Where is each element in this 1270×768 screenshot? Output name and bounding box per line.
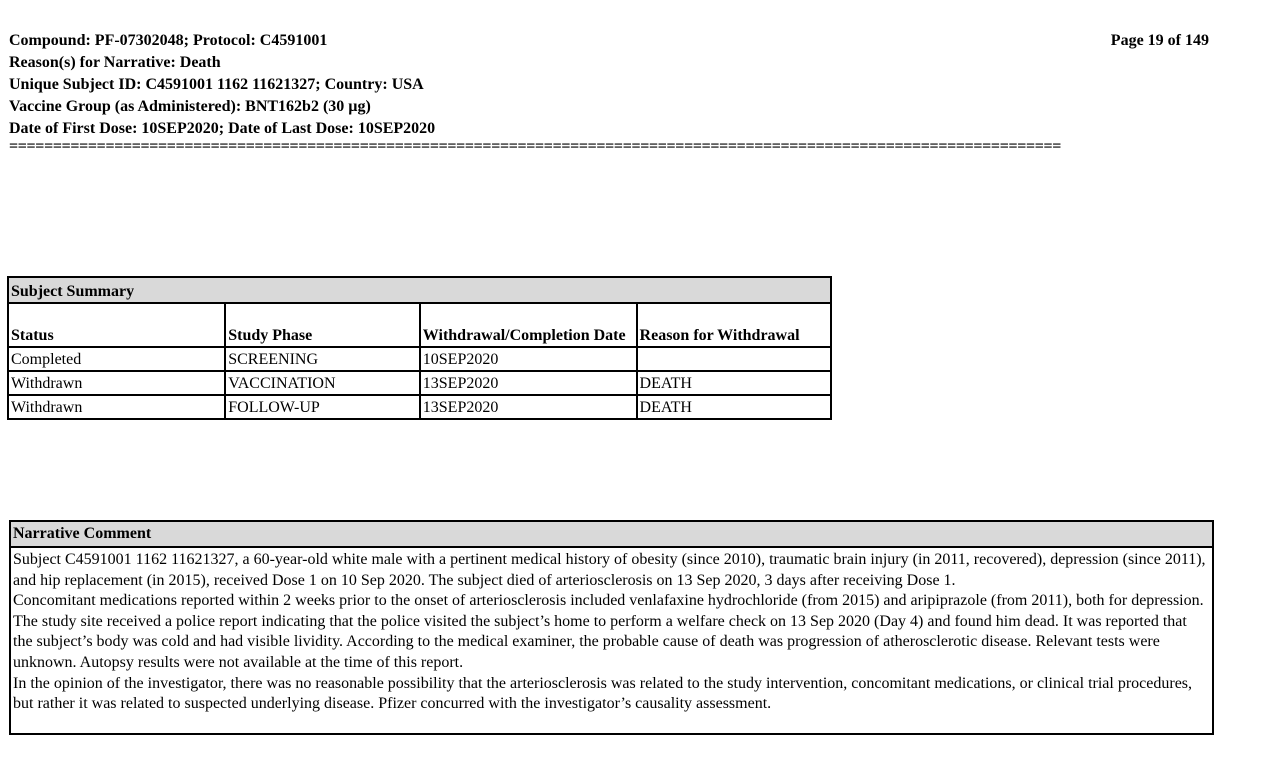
status-cell: Withdrawn — [8, 371, 225, 395]
table-title-row — [8, 277, 831, 303]
table-row — [8, 371, 831, 395]
dose-dates-line: Date of First Dose: 10SEP2020; Date of Last Dose: 10SEP2020 — [9, 120, 436, 137]
subject-id-line: Unique Subject ID: C4591001 1162 11621327; Country: USA — [9, 76, 424, 93]
status-cell: Completed — [8, 347, 225, 371]
narrative-paragraph: The study site received a police report indicating that the police visited the subject’s home to perform a welfare check on 13 Sep 2020 (Day 4) and found him dead. It was reported that the subject’s body was cold and had visible lividity. According to the medical examiner, the probable cause of death was progression of atherosclerotic disease. Relevant tests were unknown. Autopsy results were not available at the time of this report. — [13, 612, 1187, 671]
study-phase-cell: VACCINATION — [225, 371, 420, 395]
study-phase-cell: FOLLOW-UP — [225, 395, 420, 419]
column-header-status: Status — [8, 303, 225, 347]
status-cell: Withdrawn — [8, 395, 225, 419]
narrative-comment-title: Narrative Comment — [11, 522, 1212, 548]
table-row — [8, 347, 831, 371]
header-separator: ======================================================================================================================== — [9, 140, 1062, 155]
reason-cell — [637, 347, 831, 371]
narrative-paragraph: In the opinion of the investigator, there was no reasonable possibility that the arteriosclerosis was related to the study intervention, concomitant medications, or clinical trial procedures, but rather it was related to suspected underlying disease. Pfizer concurred with the investigator’s causality assessment. — [13, 674, 1193, 713]
reason-cell: DEATH — [637, 371, 831, 395]
narrative-comment-body — [11, 548, 1212, 733]
narrative-comment-box — [9, 520, 1214, 735]
compound-protocol-line: Compound: PF-07302048; Protocol: C4591001 — [9, 32, 328, 49]
date-cell: 13SEP2020 — [420, 395, 637, 419]
table-header-row — [8, 303, 831, 347]
page-number: Page 19 of 149 — [1110, 32, 1209, 49]
reason-cell: DEATH — [637, 395, 831, 419]
column-header-withdrawal-date: Withdrawal/Completion Date — [420, 303, 637, 347]
narrative-reason-line: Reason(s) for Narrative: Death — [9, 54, 221, 71]
column-header-withdrawal-reason: Reason for Withdrawal — [637, 303, 831, 347]
subject-summary-table — [7, 276, 832, 420]
table-row — [8, 395, 831, 419]
study-phase-cell: SCREENING — [225, 347, 420, 371]
narrative-paragraph: Concomitant medications reported within 2 weeks prior to the onset of arteriosclerosis included venlafaxine hydrochloride (from 2015) and aripiprazole (from 2011), both for depression. — [13, 592, 1204, 610]
date-cell: 13SEP2020 — [420, 371, 637, 395]
column-header-study-phase: Study Phase — [225, 303, 420, 347]
narrative-paragraph: Subject C4591001 1162 11621327, a 60-year-old white male with a pertinent medical history of obesity (since 2010), traumatic brain injury (in 2011, recovered), depression (since 2011), and hip replacement (in 2015), received Dose 1 on 10 Sep 2020. The subject died of arteriosclerosis on 13 Sep 2020, 3 days after receiving Dose 1. — [13, 551, 1206, 589]
date-cell: 10SEP2020 — [420, 347, 637, 371]
subject-summary-title: Subject Summary — [8, 277, 831, 303]
document-header — [9, 30, 1209, 156]
vaccine-group-line: Vaccine Group (as Administered): BNT162b2 (30 µg) — [9, 98, 371, 115]
